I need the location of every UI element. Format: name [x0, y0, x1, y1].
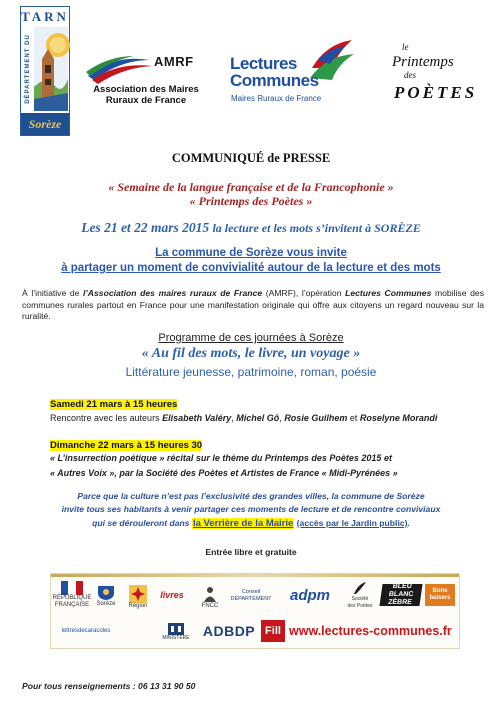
amrf-caption: Association des Maires Ruraux de France: [93, 84, 199, 106]
event-line-francophonie: « Semaine de la langue française et de la Francophonie »: [108, 180, 394, 194]
intro-paragraph: À l’initiative de l’Association des maires ruraux de France (AMRF), l’opération Lectures Communes mobilise des communes rurales partout en France pour une manifestation originale qui offre aux citoyens un regard nouveau sur la ruralité.: [22, 288, 484, 321]
partner-logo-adpm: adpm: [289, 586, 330, 604]
author-name: Michel Gô: [236, 413, 280, 423]
svg-text:Printemps: Printemps: [392, 54, 454, 70]
lectures-communes-word2: Communes: [230, 71, 319, 90]
invite-line-2: à partager un moment de convivialité autour de la lecture et des mots: [61, 262, 441, 274]
svg-text:POÈTES: POÈTES: [394, 83, 478, 102]
event-dates: [0, 220, 502, 236]
amrf-name: l’Association des maires ruraux de France: [83, 288, 263, 298]
amrf-swoosh-icon: [84, 52, 154, 84]
author-name: Roselyne Morandi: [359, 413, 438, 423]
closing-line-3: qui se dérouleront dans la Verrière de la Mairie (accès par le Jardin public).: [92, 518, 410, 529]
tarn-logo-vertical-text: DÉPARTEMENT DU: [25, 34, 31, 104]
partner-logo-livres: livres: [160, 589, 184, 600]
lectures-communes-name: Lectures Communes: [345, 288, 432, 298]
partner-logo-region: Région: [127, 582, 149, 612]
quill-icon: [352, 580, 368, 596]
invite-line-1: La commune de Sorèze vous invite: [155, 247, 347, 259]
author-name: Elisabeth Valéry: [162, 413, 232, 423]
day2-description-2: « Autres Voix », par la Société des Poètes et Artistes de France « Midi-Pyrénées »: [50, 468, 398, 478]
event-line-printemps: « Printemps des Poètes »: [189, 194, 313, 208]
partner-logos-band: [50, 573, 460, 649]
lectures-communes-word1: Lectures: [230, 54, 297, 73]
tarn-logo-title: TARN: [21, 9, 69, 24]
program-heading: Programme de ces journées à Sorèze: [158, 332, 344, 344]
event-dates-strong: Les 21 et 22 mars 2015: [81, 220, 210, 235]
partner-logo-lettres: lettresdecaracoles: [61, 627, 111, 634]
partner-logo-societe-poetes: Société des Poètes: [347, 580, 373, 610]
amrf-logo: [84, 52, 206, 108]
partner-logo-fill: Fill: [261, 620, 285, 642]
partner-logo-ministere: MINISTÈRE: [159, 618, 193, 644]
program-themes: Littérature jeunesse, patrimoine, roman, poésie: [125, 365, 377, 379]
fncc-figure-icon: [201, 585, 219, 603]
day2-label: Dimanche 22 mars à 15 heures 30: [50, 440, 203, 451]
day1-label: Samedi 21 mars à 15 heures: [50, 399, 178, 410]
day2-description-1: « L’insurrection poétique » récital sur le thème du Printemps des Poètes 2015 et: [50, 453, 392, 463]
shield-icon: [97, 585, 115, 601]
amrf-wordmark: AMRF: [154, 54, 194, 69]
tarn-soreze-logo: [20, 6, 70, 136]
program-title: « Au fil des mots, le livre, un voyage »: [141, 346, 361, 361]
entry-free: Entrée libre et gratuite: [205, 547, 297, 557]
partner-logo-bons-baisers: Bons baisers: [425, 584, 455, 606]
venue-highlight: la Verrière de la Mairie: [192, 518, 294, 529]
lectures-communes-subtitle: Maires Ruraux de France: [231, 94, 322, 103]
partner-logo-conseil-departement: Conseil DÉPARTEMENT: [230, 589, 272, 602]
partner-logo-republique: RÉPUBLIQUE FRANÇAISE: [59, 580, 85, 610]
press-release-title: COMMUNIQUÉ de PRESSE: [171, 151, 331, 165]
venue-access: (accès par le Jardin public): [296, 518, 408, 528]
soreze-bell-tower-illustration: [34, 27, 68, 111]
contact-info: Pour tous renseignements : 06 13 31 90 50: [22, 681, 196, 691]
event-dates-rest: la lecture et les mots s’invitent à SORÈZE: [212, 221, 421, 235]
author-name: Rosie Guilhem: [284, 413, 348, 423]
tarn-logo-town: Sorèze: [21, 113, 69, 135]
partner-logo-adbdp: ADBDP: [202, 622, 256, 639]
closing-line-1: Parce que la culture n’est pas l’exclusivité des grandes villes, la commune de Sorèze: [77, 491, 425, 501]
printemps-des-poetes-logo: [388, 38, 478, 104]
svg-text:le: le: [402, 42, 409, 52]
region-cross-icon: [129, 585, 147, 603]
partner-logo-bleu-blanc-zebre: BLEU BLANC ZÈBRE: [379, 584, 422, 606]
lectures-communes-website[interactable]: www.lectures-communes.fr: [289, 623, 452, 638]
marianne-icon: [61, 581, 83, 595]
closing-line-2: invite tous ses habitants à venir partager ces moments de lecture et de rencontre conviviaux: [61, 504, 441, 514]
svg-text:des: des: [404, 70, 416, 80]
building-icon: [167, 621, 185, 635]
lectures-communes-logo: [228, 38, 358, 108]
day1-description: Rencontre avec les auteurs Elisabeth Valéry, Michel Gô, Rosie Guilhem et Roselyne Morandi: [50, 413, 438, 423]
partner-logo-fncc: FNCC: [197, 582, 223, 612]
partner-logo-soreze: Sorèze: [93, 582, 119, 610]
